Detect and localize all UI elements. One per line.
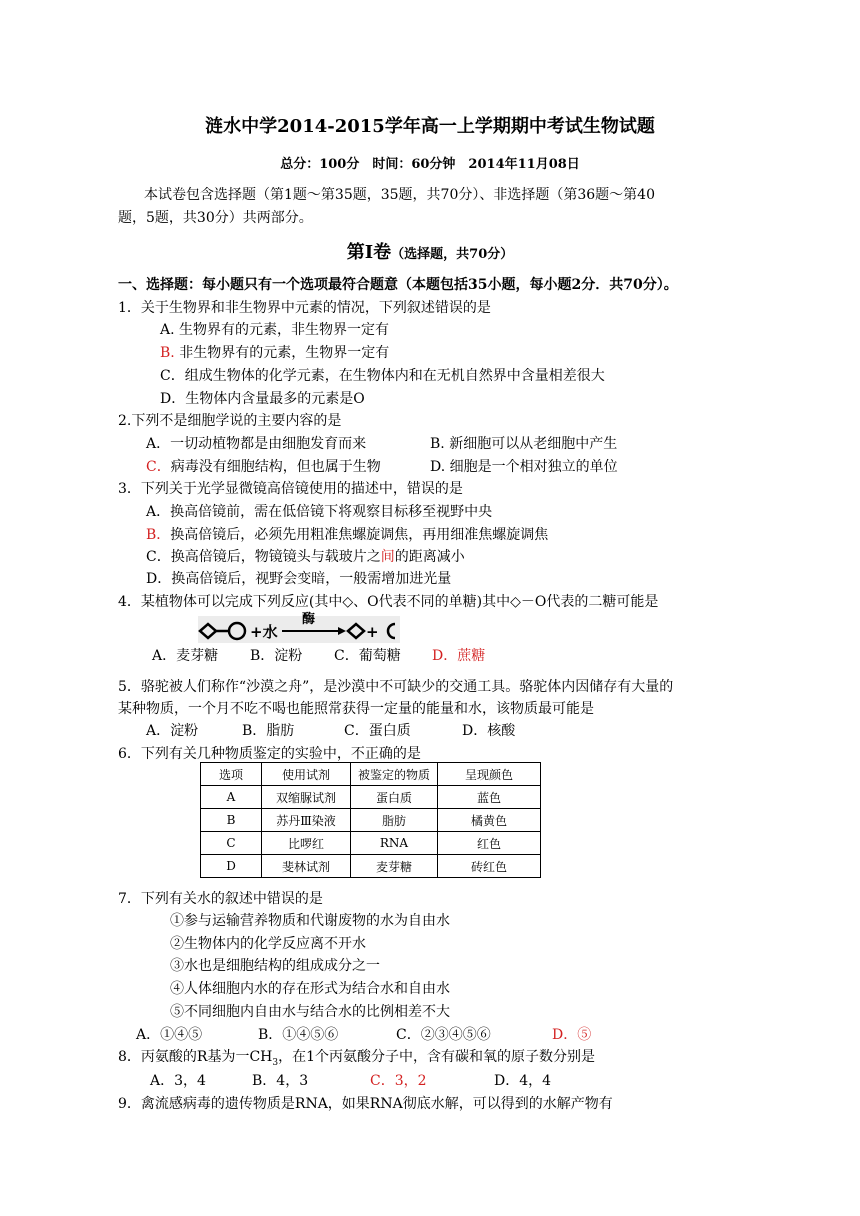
q8-option-b: B．4，3 — [252, 1073, 309, 1089]
table-cell: RNA — [351, 832, 438, 855]
table-cell: C — [201, 832, 262, 855]
table-cell: 双缩脲试剂 — [262, 786, 351, 809]
q2-option-d: D. 细胞是一个相对独立的单位 — [430, 459, 618, 475]
table-row — [201, 786, 541, 809]
table-cell: D — [201, 855, 262, 878]
q7-statement-5: ⑤不同细胞内自由水与结合水的比例相差不大 — [170, 1004, 450, 1020]
q7-statement-2: ②生物体内的化学反应离不开水 — [170, 936, 366, 952]
table-cell: 红色 — [438, 832, 541, 855]
table-cell: 蛋白质 — [351, 786, 438, 809]
q1-stem: 1．关于生物界和非生物界中元素的情况，下列叙述错误的是 — [118, 300, 491, 316]
section-title — [0, 242, 860, 266]
table-cell: 橘黄色 — [438, 809, 541, 832]
q5-stem-1: 5．骆驼被人们称作“沙漠之舟”，是沙漠中不可缺少的交通工具。骆驼体内因储存有大量的 — [118, 679, 674, 695]
q1-option-c: C．组成生物体的化学元素，在生物体内和在无机自然界中含量相差很大 — [160, 368, 605, 384]
q7-option-b: B．①④⑤⑥ — [258, 1027, 339, 1043]
q2-stem: 2.下列不是细胞学说的主要内容的是 — [118, 413, 342, 429]
q1-answer-mark: B. — [160, 345, 175, 361]
q7-stem: 7．下列有关水的叙述中错误的是 — [118, 891, 323, 907]
table-cell: 砖红色 — [438, 855, 541, 878]
q8-option-c: C．3，2 — [370, 1073, 427, 1089]
exam-meta: 总分：100分 时间：60分钟 2014年11月08日 — [280, 157, 580, 172]
table-row — [201, 832, 541, 855]
table-header-row — [201, 763, 541, 786]
table-row — [201, 809, 541, 832]
table-cell: 蓝色 — [438, 786, 541, 809]
plus-label: + — [366, 623, 379, 641]
q1-option-a: A. 生物界有的元素，非生物界一定有 — [160, 322, 390, 338]
table-cell: 苏丹Ⅲ染液 — [262, 809, 351, 832]
table-header-cell: 呈现颜色 — [438, 763, 541, 786]
q4-stem: 4．某植物体可以完成下列反应(其中◇、O代表不同的单糖)其中◇－O代表的二糖可能是 — [118, 594, 659, 610]
q8-stem: 8．丙氨酸的R基为一$CH_3$，在1个丙氨酸分子中，含有碳和氧的原子数分别是 — [118, 1049, 596, 1068]
section-title-note: （选择题，共70分） — [391, 247, 514, 262]
plus-water-label: +水 — [250, 623, 278, 641]
q4-option-d: D．蔗糖 — [432, 648, 486, 664]
page-title: 涟水中学2014-2015学年高一上学期期中考试生物试题 — [205, 116, 655, 137]
q1-option-d: D．生物体内含量最多的元素是O — [160, 391, 365, 407]
section-instruction: 一、选择题：每小题只有一个选项最符合题意（本题包括35小题，每小题2分．共70分）。 — [118, 277, 678, 293]
table-cell: A — [201, 786, 262, 809]
q7-statement-4: ④人体细胞内水的存在形式为结合水和自由水 — [170, 981, 450, 997]
q3-option-c: C．换高倍镜后，物镜镜头与载玻片之间的距离减小 — [146, 549, 465, 565]
q9-stem: 9．禽流感病毒的遗传物质是RNA，如果RNA彻底水解，可以得到的水解产物有 — [118, 1096, 613, 1112]
table-row — [201, 855, 541, 878]
q8-option-d: D．4，4 — [494, 1073, 552, 1089]
section-title-main: 第Ⅰ卷 — [346, 242, 392, 263]
q2-option-b: B. 新细胞可以从老细胞中产生 — [430, 436, 618, 452]
q3-stem: 3．下列关于光学显微镜高倍镜使用的描述中，错误的是 — [118, 481, 463, 497]
q6-stem: 6．下列有关几种物质鉴定的实验中，不正确的是 — [118, 746, 421, 762]
q2-answer-mark: C． — [146, 459, 171, 475]
table-cell: 斐林试剂 — [262, 855, 351, 878]
q3-answer-mark: B． — [146, 527, 171, 543]
table-cell: 麦芽糖 — [351, 855, 438, 878]
q4-option-a: A．麦芽糖 — [152, 648, 219, 664]
q5-option-a: A．淀粉 — [146, 723, 199, 739]
q5-stem-2: 某种物质，一个月不吃不喝也能照常获得一定量的能量和水，该物质最可能是 — [118, 701, 594, 717]
q2-option-a: A．一切动植物都是由细胞发育而来 — [146, 436, 367, 452]
q3-option-a: A．换高倍镜前，需在低倍镜下将观察目标移至视野中央 — [146, 504, 493, 520]
q7-statement-1: ①参与运输营养物质和代谢废物的水为自由水 — [170, 913, 450, 929]
table-cell: 脂肪 — [351, 809, 438, 832]
q3-option-b: B．换高倍镜后，必须先用粗准焦螺旋调焦，再用细准焦螺旋调焦 — [146, 527, 549, 543]
q8-option-a: A．3，4 — [150, 1073, 206, 1089]
q7-statement-3: ③水也是细胞结构的组成成分之一 — [170, 958, 380, 974]
q5-option-b: B．脂肪 — [242, 723, 295, 739]
q7-option-a: A．①④⑤ — [136, 1027, 203, 1043]
q5-option-c: C．蛋白质 — [344, 723, 411, 739]
q7-option-d: D．⑤ — [552, 1027, 592, 1043]
table-cell: B — [201, 809, 262, 832]
enzyme-label: 酶 — [302, 612, 316, 627]
table-header-cell: 被鉴定的物质 — [351, 763, 438, 786]
table-cell: 比啰红 — [262, 832, 351, 855]
q4-option-c: C．葡萄糖 — [334, 648, 401, 664]
q5-option-d: D．核酸 — [462, 723, 516, 739]
reagent-table — [200, 762, 541, 878]
q7-option-c: C．②③④⑤⑥ — [396, 1027, 491, 1043]
q1-option-b: B. 非生物界有的元素，生物界一定有 — [160, 345, 390, 361]
intro-line-2: 题，5题，共30分）共两部分。 — [118, 210, 313, 226]
intro-line-1: 本试卷包含选择题（第1题～第35题，35题，共70分）、非选择题（第36题～第40 — [144, 187, 655, 203]
q3-option-d: D．换高倍镜后，视野会变暗，一般需增加进光量 — [146, 571, 452, 587]
table-header-cell: 使用试剂 — [262, 763, 351, 786]
table-header-cell: 选项 — [201, 763, 262, 786]
reaction-diagram — [198, 611, 400, 649]
q2-option-c: C．病毒没有细胞结构，但也属于生物 — [146, 459, 381, 475]
q4-option-b: B．淀粉 — [250, 648, 303, 664]
